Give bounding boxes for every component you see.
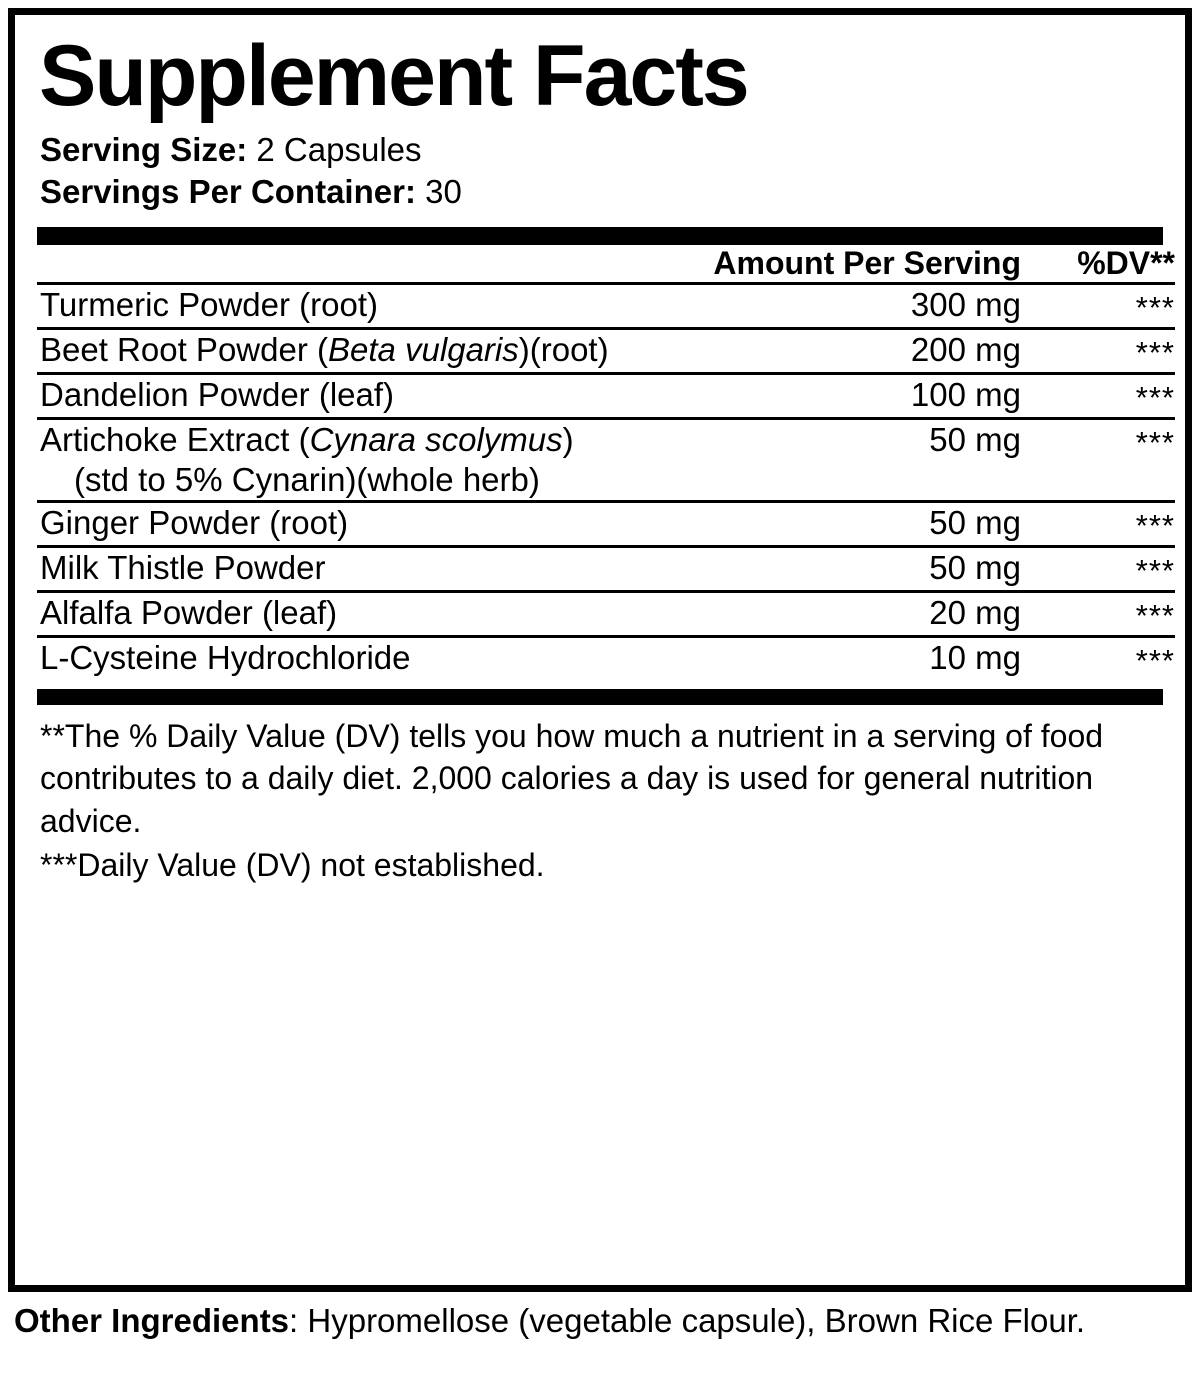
- ingredient-dv: ***: [1135, 290, 1175, 326]
- ingredient-name-pre: Milk Thistle Powder: [40, 549, 326, 587]
- table-row: [37, 420, 1175, 501]
- ingredient-amount: 100 mg: [910, 376, 1021, 414]
- ingredient-name: [37, 593, 657, 635]
- ingredient-name: [37, 330, 657, 372]
- ingredient-name-pre: Beet Root Powder (: [40, 331, 328, 369]
- ingredient-amount: 20 mg: [929, 594, 1021, 632]
- table-row: [37, 638, 1175, 680]
- ingredient-dv: ***: [1135, 642, 1175, 678]
- ingredient-name-post: ): [562, 420, 574, 458]
- ingredient-dv: ***: [1135, 380, 1175, 416]
- table-row: [37, 330, 1175, 372]
- serving-size-value: 2 Capsules: [256, 131, 422, 168]
- table-row: [37, 375, 1175, 417]
- ingredient-name-pre: L-Cysteine Hydrochloride: [40, 638, 411, 676]
- ingredient-dv: ***: [1135, 508, 1175, 544]
- footnote-not-established: ***Daily Value (DV) not established.: [40, 847, 545, 884]
- servings-per-container-label: Servings Per Container:: [40, 173, 416, 211]
- supplement-facts-panel: [8, 8, 1192, 1292]
- ingredient-amount: 200 mg: [910, 331, 1021, 369]
- other-ingredients: [8, 1300, 1192, 1343]
- ingredient-name-pre: Turmeric Powder (root): [40, 286, 379, 324]
- ingredient-amount: 50 mg: [929, 420, 1021, 458]
- ingredient-name-pre: Artichoke Extract (: [40, 420, 310, 458]
- ingredient-name: [37, 420, 657, 501]
- servings-per-container-line: [40, 171, 1163, 213]
- ingredient-name: [37, 548, 657, 590]
- table-row: [37, 593, 1175, 635]
- ingredient-name: [37, 285, 657, 327]
- ingredient-name: [37, 503, 657, 545]
- ingredient-amount: 300 mg: [910, 286, 1021, 324]
- ingredient-dv: ***: [1135, 598, 1175, 634]
- divider-thick-top: [37, 227, 1163, 245]
- serving-size-label: Serving Size:: [40, 131, 248, 168]
- serving-size-line: [40, 129, 1163, 171]
- header-percent-dv: %DV**: [1077, 245, 1175, 282]
- ingredient-dv: ***: [1135, 335, 1175, 371]
- ingredient-name-italic: Beta vulgaris: [327, 331, 519, 369]
- other-ingredients-label: Other Ingredients: [14, 1302, 290, 1339]
- ingredient-amount: 50 mg: [929, 504, 1021, 542]
- ingredient-name-pre: Dandelion Powder (leaf): [40, 376, 395, 414]
- servings-per-container-value: 30: [425, 173, 462, 211]
- other-ingredients-value: : Hypromellose (vegetable capsule), Brown Rice Flour.: [289, 1302, 1086, 1339]
- footnotes: [40, 715, 1163, 887]
- table-row: [37, 285, 1175, 327]
- table-header-row: [37, 245, 1175, 282]
- ingredient-name-italic: Cynara scolymus: [309, 420, 563, 458]
- ingredient-amount: 10 mg: [929, 638, 1021, 676]
- ingredient-name-pre: Ginger Powder (root): [40, 504, 349, 542]
- nutrition-table: [37, 245, 1175, 679]
- table-row: [37, 503, 1175, 545]
- ingredient-amount: 50 mg: [929, 549, 1021, 587]
- ingredient-dv: ***: [1135, 424, 1175, 460]
- header-blank: [37, 245, 657, 282]
- footnote-daily-value: **The % Daily Value (DV) tells you how much a nutrient in a serving of food contributes to a daily diet. 2,000 calories a day is used for general nutrition advice.: [40, 717, 1104, 839]
- page-title: Supplement Facts: [39, 28, 748, 124]
- header-amount-per-serving: Amount Per Serving: [713, 245, 1021, 282]
- ingredient-name-second-line: (std to 5% Cynarin)(whole herb): [74, 461, 540, 499]
- ingredient-name: [37, 375, 657, 417]
- ingredient-name-pre: Alfalfa Powder (leaf): [40, 594, 338, 632]
- table-row: [37, 548, 1175, 590]
- divider-thick-bottom: [37, 689, 1163, 705]
- ingredient-name-post: )(root): [518, 331, 609, 369]
- ingredient-dv: ***: [1135, 553, 1175, 589]
- ingredient-name: [37, 638, 657, 680]
